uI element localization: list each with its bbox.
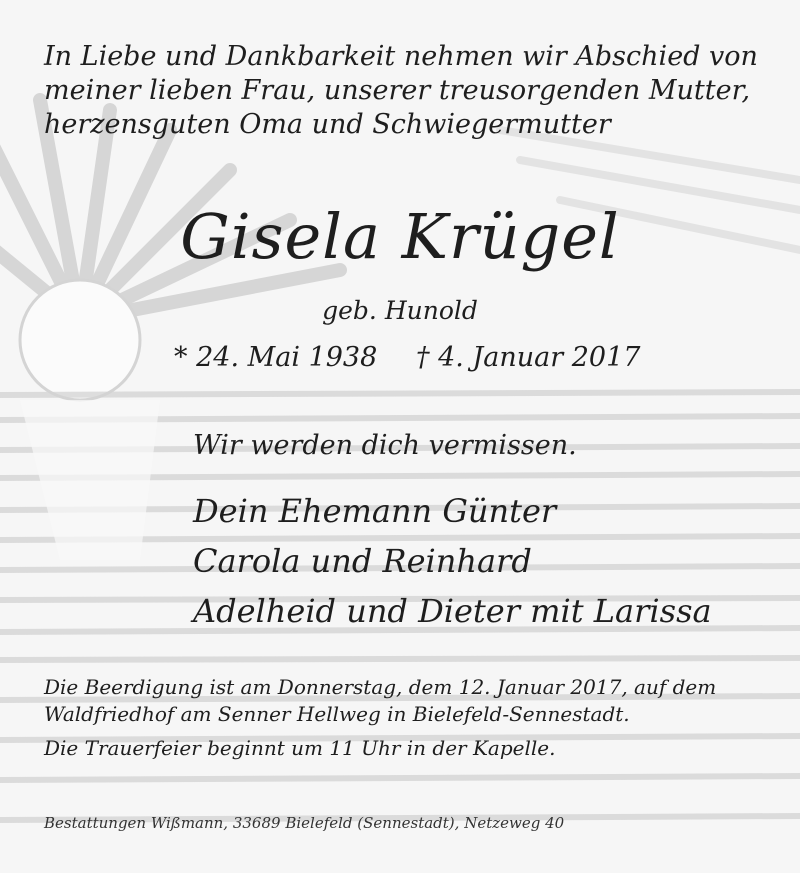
birth-name: geb. Hunold	[322, 296, 478, 325]
mourner-line: Carola und Reinhard	[193, 542, 532, 580]
motto: Wir werden dich vermissen.	[193, 430, 577, 461]
funeral-info-line-1: Die Beerdigung ist am Donnerstag, dem 12. Januar 2017, auf dem	[44, 675, 717, 699]
death-date: † 4. Januar 2017	[416, 342, 641, 373]
funeral-info-line-2: Waldfriedhof am Senner Hellweg in Bielefeld-Sennestadt.	[44, 702, 630, 726]
deceased-name: Gisela Krügel	[180, 200, 620, 273]
mourner-line: Dein Ehemann Günter	[193, 492, 557, 530]
mourner-line: Adelheid und Dieter mit Larissa	[193, 592, 712, 630]
intro-text: In Liebe und Dankbarkeit nehmen wir Abschied von meiner lieben Frau, unserer treusorgenden Mutter, herzensguten Oma und Schwiegermutter	[44, 41, 758, 140]
sun-reflection	[20, 400, 160, 560]
birth-date: * 24. Mai 1938	[174, 342, 378, 373]
ceremony-info: Die Trauerfeier beginnt um 11 Uhr in der Kapelle.	[44, 736, 556, 760]
funeral-home-footer: Bestattungen Wißmann, 33689 Bielefeld (Sennestadt), Netzeweg 40	[44, 814, 565, 832]
